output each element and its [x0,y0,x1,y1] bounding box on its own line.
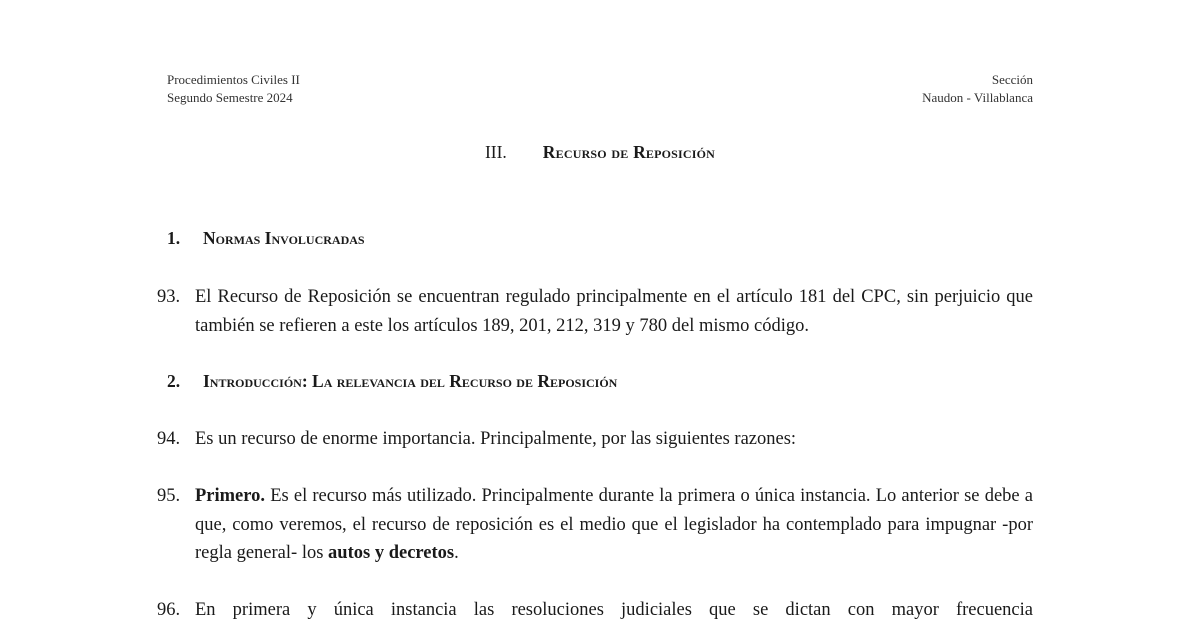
course-name: Procedimientos Civiles II [167,72,300,87]
section-heading-2 [167,371,617,392]
paragraph-text [195,482,1033,568]
section-heading-1 [167,228,365,249]
paragraph-number: 94. [157,429,181,449]
paragraph-text: En primera y única instancia las resoluciones judiciales que se dictan con mayor frecuencia [195,600,1033,620]
paragraph-text: El Recurso de Reposición se encuentran regulado principalmente en el artículo 181 del CPC, sin perjuicio que también se refieren a este los artículos 189, 201, 212, 319 y 780 del mismo código. [195,287,1033,336]
paragraph-number: 93. [157,287,181,307]
section-title: Normas Involucradas [203,228,365,248]
paragraph-93 [157,283,1033,340]
paragraph-body: Es el recurso más utilizado. Principalmente durante la primera o única instancia. Lo anterior se debe a que, como veremos, el recurso de reposición es el medio que el legislador ha contemplado para impugnar -por regla general- los [195,486,1033,563]
emphasis-autos-decretos: autos y decretos [328,543,455,563]
paragraph-text: Es un recurso de enorme importancia. Principalmente, por las siguientes razones: [195,429,797,449]
document-header-left [167,71,300,107]
authors: Naudon - Villablanca [922,90,1033,105]
chapter-number: III. [484,142,507,162]
semester: Segundo Semestre 2024 [167,90,293,105]
section-number: 2. [167,371,181,391]
section-label: Sección [991,72,1033,87]
paragraph-end: . [454,543,459,563]
chapter-heading [0,142,1200,163]
section-number: 1. [167,228,181,248]
paragraph-lead: Primero. [195,486,266,506]
paragraph-95 [157,482,1033,568]
paragraph-number: 96. [157,600,181,620]
document-header-right [922,71,1033,107]
paragraph-number: 95. [157,486,181,506]
chapter-title: Recurso de Reposición [542,142,716,162]
section-title: Introducción: La relevancia del Recurso de Reposición [203,371,618,391]
paragraph-96 [157,596,1033,625]
paragraph-94 [157,425,1033,454]
